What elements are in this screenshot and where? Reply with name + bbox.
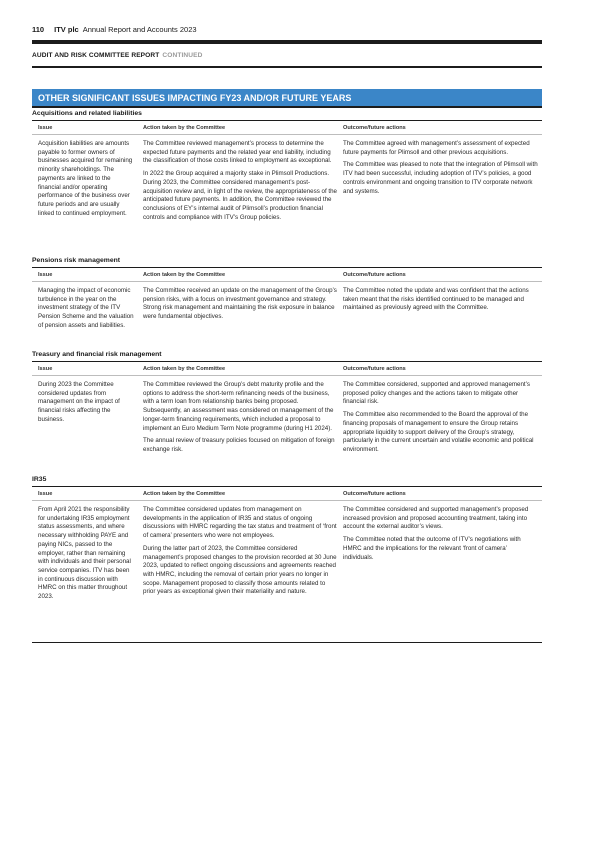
section-title: Pensions risk management bbox=[32, 257, 121, 264]
action-cell: The Committee considered updates from management on developments in the application of IR35 and status of ongoing discussions with HMRC regarding the tax status and treatment of ‘front of camera’ presenters who were not employees. During the latter part of 2023, the Committee considered management’s proposed changes to the provision recorded at 30 June 2023, updated to reflect ongoing discussions and agreements reached with HMRC, including the removal of certain prior years no longer in scope. Management proposed to classify those amounts related to prior years as exceptional given their materiality and nature. bbox=[143, 506, 337, 596]
outcome-cell: The Committee considered, supported and approved management’s proposed policy changes and the actions taken to mitigate other financial risk. The Committee also recommended to the Board the approval of the financing proposals of management to ensure the Group retains appropriate liquidity to support delivery of the Group’s strategy, particularly in the current uncertain and volatile economic and political environment. bbox=[343, 381, 534, 453]
col-header-outcome: Outcome/future actions bbox=[343, 366, 406, 372]
table-row bbox=[32, 501, 542, 641]
report-title: Annual Report and Accounts 2023 bbox=[82, 25, 197, 34]
table-end-rule bbox=[32, 642, 542, 643]
banner-title: OTHER SIGNIFICANT ISSUES IMPACTING FY23 AND/OR FUTURE YEARS bbox=[32, 89, 542, 108]
section-rule bbox=[32, 66, 542, 68]
section-title: Acquisitions and related liabilities bbox=[32, 110, 142, 117]
section-acquisitions bbox=[32, 108, 542, 255]
section-ir35 bbox=[32, 474, 542, 641]
col-header-outcome: Outcome/future actions bbox=[343, 491, 406, 497]
table-row bbox=[32, 135, 542, 255]
table-row bbox=[32, 376, 542, 476]
action-cell: The Committee reviewed management’s process to determine the expected future payments and the related year end liability, including the classification of those costs linked to employment as exceptional. In 2022 the Group acquired a majority stake in Plimsoll Productions. During 2023, the Committee considered management’s post-acquisition review and, in light of the review, the appropriateness of the anticipated future payments. In addition, the Committee reviewed the conclusions of EY’s internal audit of Plimsoll’s production financial controls and compliance with ITV’s Group policies. bbox=[143, 140, 337, 221]
action-cell: The Committee reviewed the Group’s debt maturity profile and the options to address the short-term refinancing needs of the business, with a term loan from relationship banks being proposed. Subsequently, an assessment was considered on management of the longer-term financing requirements, which included a proposal to implement an Euro Medium Term Note programme (during H1 2024). The annual review of treasury policies focused on mitigation of foreign exchange risk. bbox=[143, 381, 335, 453]
header-rule bbox=[32, 40, 542, 44]
col-header-issue: Issue bbox=[38, 491, 53, 497]
issue-cell: Managing the impact of economic turbulence in the year on the investment strategy of the ITV Pension Scheme and the valuation of pension assets and liabilities. bbox=[38, 287, 134, 329]
section-label-main: AUDIT AND RISK COMMITTEE REPORT bbox=[32, 52, 160, 59]
outcome-cell: The Committee considered and supported management’s proposed increased provision and proposed accounting treatment, taking into account the external auditor’s views. The Committee noted that the outcome of ITV’s negotiations with HMRC and the implications for the relevant ‘front of camera’ individuals. bbox=[343, 506, 529, 561]
issue-cell: From April 2021 the responsibility for undertaking IR35 employment status assessments, and where necessary withholding PAYE and paying NICs, passed to the employer, rather than remaining with individuals and their personal service companies. ITV has been in continuous discussion with HMRC on this matter throughout 2023. bbox=[38, 506, 131, 601]
section-treasury bbox=[32, 349, 542, 476]
col-header-action: Action taken by the Committee bbox=[143, 272, 226, 278]
page-number: 110 bbox=[32, 25, 45, 34]
column-header-row bbox=[32, 362, 542, 375]
column-header-row bbox=[32, 487, 542, 500]
col-header-action: Action taken by the Committee bbox=[143, 366, 226, 372]
column-header-row bbox=[32, 268, 542, 281]
section-label bbox=[32, 52, 203, 59]
outcome-cell: The Committee noted the update and was confident that the actions taken meant that the risks identified continued to be managed and maintained as previously agreed with the Committee. bbox=[343, 287, 529, 312]
section-pensions bbox=[32, 255, 542, 338]
col-header-outcome: Outcome/future actions bbox=[343, 272, 406, 278]
issue-cell: Acquisition liabilities are amounts payable to former owners of businesses acquired for remaining minority shareholdings. The payments are linked to the financial and/or operating performance of the business over future periods and are usually linked to continued employment. bbox=[38, 140, 133, 217]
action-cell: The Committee received an update on the management of the Group’s pension risks, with a focus on investment governance and strategy. Strong risk management and maintaining the risk exposure in balance were fundamental objectives. bbox=[143, 287, 337, 321]
column-header-row bbox=[32, 121, 542, 134]
col-header-outcome: Outcome/future actions bbox=[343, 125, 406, 131]
page-header bbox=[32, 25, 197, 34]
org-name: ITV plc bbox=[54, 25, 79, 34]
section-title: Treasury and financial risk management bbox=[32, 351, 162, 358]
issue-cell: During 2023 the Committee considered updates from management on the impact of financial risks affecting the business. bbox=[38, 381, 120, 423]
section-title: IR35 bbox=[32, 476, 47, 483]
outcome-cell: The Committee agreed with management’s assessment of expected future payments for Plimsoll and other previous acquisitions. The Committee was pleased to note that the integration of Plimsoll with ITV had been successful, including adoption of ITV’s policies, a good controls environment and ongoing transition to ITV corporate network and systems. bbox=[343, 140, 538, 195]
col-header-action: Action taken by the Committee bbox=[143, 125, 226, 131]
col-header-issue: Issue bbox=[38, 125, 53, 131]
table-row bbox=[32, 282, 542, 338]
section-label-continued: CONTINUED bbox=[162, 52, 203, 59]
col-header-issue: Issue bbox=[38, 366, 53, 372]
col-header-action: Action taken by the Committee bbox=[143, 491, 226, 497]
col-header-issue: Issue bbox=[38, 272, 53, 278]
